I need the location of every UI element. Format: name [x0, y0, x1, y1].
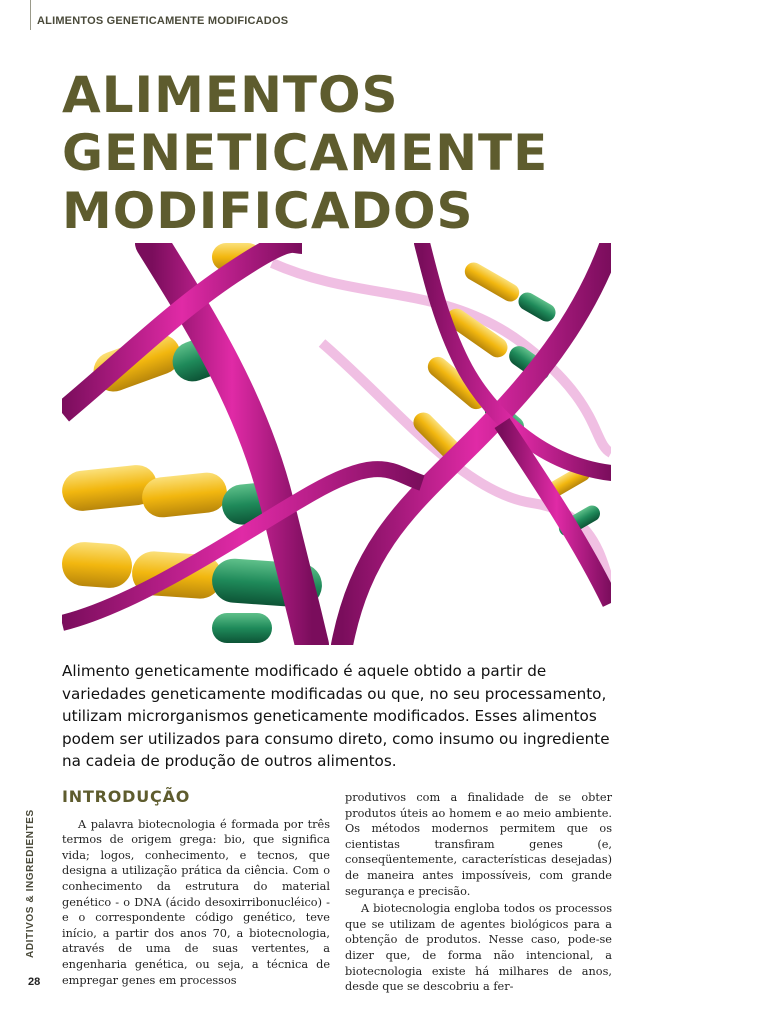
page-title [62, 66, 548, 240]
title-line-1: ALIMENTOS [62, 66, 399, 124]
body-column-1 [62, 789, 330, 988]
header-rule [30, 0, 31, 30]
running-header: ALIMENTOS GENETICAMENTE MODIFICADOS [37, 15, 289, 27]
page-number: 28 [28, 976, 41, 988]
dna-icon [62, 243, 611, 645]
lead-paragraph: Alimento geneticamente modificado é aquele obtido a partir de variedades geneticamente modificadas ou que, no seu processamento, utilizam microrganismos geneticamente modificados. Esses alimentos podem ser utilizados para consumo direto, como insumo ou ingrediente na cadeia de produção de outros alimentos. [62, 662, 610, 771]
body-column-2 [345, 790, 612, 995]
section-heading: INTRODUÇÃO [62, 787, 191, 806]
title-line-2: GENETICAMENTE [62, 124, 549, 182]
body-paragraph: A biotecnologia engloba todos os processos que se utilizam de agentes biológicos para a obtenção de produtos. Nesse caso, pode-se dizer que, de forma não intencional, a biotecnologia existe há milhares de anos, desde que se descobriu a fer- [345, 902, 612, 994]
body-paragraph: A palavra biotecnologia é formada por três termos de origem grega: bio, que significa vida; logos, conhecimento, e tecnos, que designa a utilização prática da ciência. Com o conhecimento da estrutura do material genético - o DNA (ácido desoxirribonucléico) - e o correspondente código genético, teve início, a partir dos anos 70, a biotecnologia, através de uma de suas vertentes, a engenharia genética, ou seja, a técnica de empregar genes em processos [62, 817, 330, 987]
dna-helix-image [62, 243, 611, 645]
section-side-label: ADITIVOS & INGREDIENTES [25, 809, 36, 958]
body-paragraph: produtivos com a finalidade de se obter produtos úteis ao homem e ao meio ambiente. Os métodos modernos permitem que os cientistas transfiram genes (e, conseqüentemente, características desejadas) de maneira antes impossíveis, com grande segurança e precisão. [345, 791, 612, 898]
title-line-3: MODIFICADOS [62, 182, 474, 240]
